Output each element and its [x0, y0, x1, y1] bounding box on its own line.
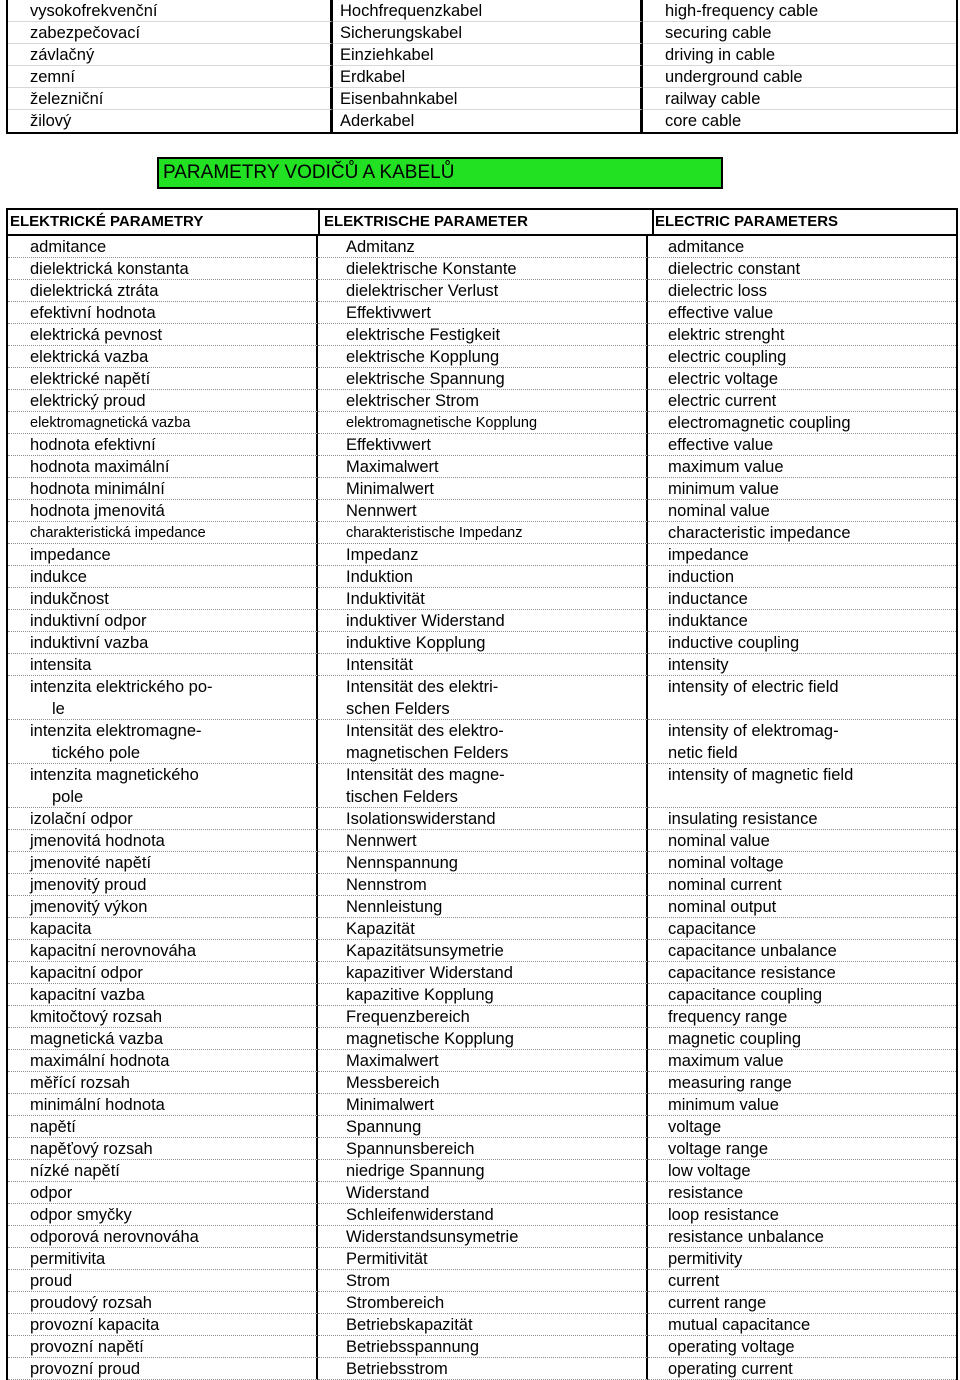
cell-english: underground cable [643, 66, 956, 88]
cell-german: Messbereich [318, 1072, 648, 1094]
table-header [8, 210, 956, 236]
cell-english: driving in cable [643, 44, 956, 66]
cell-german: elektrische Kopplung [318, 346, 648, 368]
cell-czech: jmenovitý výkon [8, 896, 318, 918]
cell-english: resistance [648, 1182, 956, 1204]
cell-english: nominal value [648, 500, 956, 522]
table-row [8, 1160, 956, 1182]
cell-czech: železniční [8, 88, 333, 110]
table-body [8, 236, 956, 1380]
cell-german: elektrischer Strom [318, 390, 648, 412]
cell-german: Aderkabel [333, 110, 643, 132]
table-row [8, 522, 956, 544]
cell-german: Intensität des elektro- magnetischen Felders [318, 720, 648, 764]
cell-german: Admitanz [318, 236, 648, 258]
cell-german: dielektrische Konstante [318, 258, 648, 280]
table-row [8, 764, 956, 808]
cell-czech: minimální hodnota [8, 1094, 318, 1116]
cell-czech: hodnota jmenovitá [8, 500, 318, 522]
table-row [8, 1204, 956, 1226]
cell-german: Sicherungskabel [333, 22, 643, 44]
section-title: PARAMETRY VODIČŮ A KABELŮ [157, 157, 723, 189]
table-row [8, 280, 956, 302]
cell-english: mutual capacitance [648, 1314, 956, 1336]
cell-german: Effektivwert [318, 434, 648, 456]
cell-czech: provozní proud [8, 1358, 318, 1380]
cell-english: electromagnetic coupling [648, 412, 956, 434]
cell-german: Strom [318, 1270, 648, 1292]
cell-czech: jmenovitý proud [8, 874, 318, 896]
cell-german: induktiver Widerstand [318, 610, 648, 632]
cell-english: maximum value [648, 456, 956, 478]
cell-czech: zemní [8, 66, 333, 88]
cell-czech: vysokofrekvenční [8, 0, 333, 22]
header-english: ELECTRIC PARAMETERS [655, 213, 839, 230]
table-row [8, 110, 956, 132]
cell-german: kapazitive Kopplung [318, 984, 648, 1006]
cell-german: Kapazität [318, 918, 648, 940]
cell-czech: indukčnost [8, 588, 318, 610]
cable-types-table [6, 0, 958, 134]
cell-czech: kmitočtový rozsah [8, 1006, 318, 1028]
header-czech: ELEKTRICKÉ PARAMETRY [8, 210, 320, 234]
cell-german: kapazitiver Widerstand [318, 962, 648, 984]
cell-czech: elektrická pevnost [8, 324, 318, 346]
table-row [8, 88, 956, 110]
cell-german: Nennleistung [318, 896, 648, 918]
cell-czech: hodnota minimální [8, 478, 318, 500]
table-row [8, 610, 956, 632]
table-row [8, 1050, 956, 1072]
electric-parameters-table [6, 208, 958, 1380]
table-row [8, 1182, 956, 1204]
table-row [8, 346, 956, 368]
table-row [8, 1248, 956, 1270]
cell-german: Strombereich [318, 1292, 648, 1314]
cell-english: operating voltage [648, 1336, 956, 1358]
cell-english: impedance [648, 544, 956, 566]
cell-english: characteristic impedance [648, 522, 956, 544]
table-row [8, 720, 956, 764]
table-row [8, 44, 956, 66]
cell-english: minimum value [648, 478, 956, 500]
cell-czech: elektrický proud [8, 390, 318, 412]
cell-german: Maximalwert [318, 1050, 648, 1072]
table-row [8, 874, 956, 896]
cell-czech: kapacitní odpor [8, 962, 318, 984]
table-row [8, 324, 956, 346]
cell-german: elektrische Festigkeit [318, 324, 648, 346]
cell-czech: induktivní vazba [8, 632, 318, 654]
cell-german: induktive Kopplung [318, 632, 648, 654]
cell-english: current [648, 1270, 956, 1292]
cell-english: minimum value [648, 1094, 956, 1116]
table-row [8, 962, 956, 984]
cell-english: intensity of electric field [648, 676, 956, 720]
table-row [8, 896, 956, 918]
table-row [8, 368, 956, 390]
cell-german: Isolationswiderstand [318, 808, 648, 830]
cell-czech: měřící rozsah [8, 1072, 318, 1094]
cell-english: inductive coupling [648, 632, 956, 654]
cell-german: magnetische Kopplung [318, 1028, 648, 1050]
cell-czech: nízké napětí [8, 1160, 318, 1182]
cell-german: Widerstandsunsymetrie [318, 1226, 648, 1248]
cell-german: Spannung [318, 1116, 648, 1138]
cell-english: resistance unbalance [648, 1226, 956, 1248]
table-row [8, 1292, 956, 1314]
cell-english: effective value [648, 302, 956, 324]
cell-czech: elektromagnetická vazba [8, 412, 318, 434]
cell-german: Nennspannung [318, 852, 648, 874]
cell-czech: proudový rozsah [8, 1292, 318, 1314]
cell-czech: intenzita elektrického po- le [8, 676, 318, 720]
cell-czech: admitance [8, 236, 318, 258]
cell-german: Nennwert [318, 830, 648, 852]
cell-czech: permitivita [8, 1248, 318, 1270]
table-row [8, 258, 956, 280]
cell-czech: provozní napětí [8, 1336, 318, 1358]
cell-english: measuring range [648, 1072, 956, 1094]
cell-german: Spannunsbereich [318, 1138, 648, 1160]
table-row [8, 830, 956, 852]
cell-english: maximum value [648, 1050, 956, 1072]
table-row [8, 1138, 956, 1160]
table-row [8, 1226, 956, 1248]
table-row [8, 1336, 956, 1358]
cell-english: admitance [648, 236, 956, 258]
cell-czech: odporová nerovnováha [8, 1226, 318, 1248]
cell-czech: dielektrická ztráta [8, 280, 318, 302]
cell-english: operating current [648, 1358, 956, 1380]
cell-czech: žilový [8, 110, 333, 132]
cell-english: dielectric constant [648, 258, 956, 280]
header-german: ELEKTRISCHE PARAMETER [320, 210, 654, 234]
table-row [8, 0, 956, 22]
cell-english: electric coupling [648, 346, 956, 368]
table-row [8, 456, 956, 478]
table-row [8, 544, 956, 566]
table-row [8, 1072, 956, 1094]
cell-czech: efektivní hodnota [8, 302, 318, 324]
cell-czech: intenzita elektromagne- tického pole [8, 720, 318, 764]
cell-english: nominal output [648, 896, 956, 918]
table-row [8, 434, 956, 456]
cell-english: low voltage [648, 1160, 956, 1182]
cell-czech: kapacitní nerovnováha [8, 940, 318, 962]
cell-czech: elektrická vazba [8, 346, 318, 368]
table-row [8, 390, 956, 412]
cell-english: capacitance unbalance [648, 940, 956, 962]
cell-czech: jmenovité napětí [8, 852, 318, 874]
table-row [8, 236, 956, 258]
cell-german: Einziehkabel [333, 44, 643, 66]
table-row [8, 676, 956, 720]
cell-german: Effektivwert [318, 302, 648, 324]
cell-german: Impedanz [318, 544, 648, 566]
cell-english: electric voltage [648, 368, 956, 390]
cell-english: insulating resistance [648, 808, 956, 830]
cell-czech: izolační odpor [8, 808, 318, 830]
table-row [8, 984, 956, 1006]
cell-german: elektrische Spannung [318, 368, 648, 390]
cell-czech: charakteristická impedance [8, 522, 318, 544]
cell-german: Nennwert [318, 500, 648, 522]
cell-german: dielektrischer Verlust [318, 280, 648, 302]
cell-english: voltage [648, 1116, 956, 1138]
table-row [8, 808, 956, 830]
table-row [8, 654, 956, 676]
cell-english: core cable [665, 112, 742, 130]
cell-german: Intensität [318, 654, 648, 676]
table-row [8, 1270, 956, 1292]
cell-german: Kapazitätsunsymetrie [318, 940, 648, 962]
table-row [8, 66, 956, 88]
cell-english: elektric strenght [648, 324, 956, 346]
cell-german: Permitivität [318, 1248, 648, 1270]
table-row [8, 632, 956, 654]
cell-german: Betriebsstrom [318, 1358, 648, 1380]
cell-czech: kapacita [8, 918, 318, 940]
cell-czech: proud [8, 1270, 318, 1292]
cell-czech: napětí [8, 1116, 318, 1138]
cell-english: induktance [648, 610, 956, 632]
cell-english: capacitance resistance [648, 962, 956, 984]
cell-czech: kapacitní vazba [8, 984, 318, 1006]
cell-english: frequency range [648, 1006, 956, 1028]
cell-english: intensity [648, 654, 956, 676]
cell-german: Schleifenwiderstand [318, 1204, 648, 1226]
cell-german: Erdkabel [333, 66, 643, 88]
table-row [8, 1116, 956, 1138]
cell-german: Frequenzbereich [318, 1006, 648, 1028]
cell-czech: odpor smyčky [8, 1204, 318, 1226]
cell-czech: provozní kapacita [8, 1314, 318, 1336]
cell-czech: intensita [8, 654, 318, 676]
cell-czech: maximální hodnota [8, 1050, 318, 1072]
table-row [8, 1028, 956, 1050]
cell-czech: hodnota efektivní [8, 434, 318, 456]
table-row [8, 478, 956, 500]
cell-german: Maximalwert [318, 456, 648, 478]
cell-czech: impedance [8, 544, 318, 566]
cell-english: voltage range [648, 1138, 956, 1160]
table-row [8, 500, 956, 522]
cell-czech: napěťový rozsah [8, 1138, 318, 1160]
table-row [8, 1358, 956, 1380]
cell-german: Induktivität [318, 588, 648, 610]
cell-english: intensity of elektromag- netic field [648, 720, 956, 764]
cell-english: loop resistance [648, 1204, 956, 1226]
cell-czech: elektrické napětí [8, 368, 318, 390]
cell-czech: hodnota maximální [8, 456, 318, 478]
cell-czech: zabezpečovací [8, 22, 333, 44]
table-row [8, 566, 956, 588]
cell-czech: dielektrická konstanta [8, 258, 318, 280]
cell-english: nominal voltage [648, 852, 956, 874]
cell-english: magnetic coupling [648, 1028, 956, 1050]
cell-english: current range [648, 1292, 956, 1314]
cell-czech: indukce [8, 566, 318, 588]
cell-german: Minimalwert [318, 1094, 648, 1116]
table-row [8, 1006, 956, 1028]
cell-german: Intensität des elektri- schen Felders [318, 676, 648, 720]
cell-english: nominal value [648, 830, 956, 852]
cell-czech: odpor [8, 1182, 318, 1204]
cell-german: Betriebskapazität [318, 1314, 648, 1336]
cell-german: niedrige Spannung [318, 1160, 648, 1182]
cell-english: effective value [648, 434, 956, 456]
cell-english: dielectric loss [648, 280, 956, 302]
cell-english: intensity of magnetic field [648, 764, 956, 808]
cell-english: capacitance [648, 918, 956, 940]
table-row [8, 1094, 956, 1116]
cell-english: electric current [648, 390, 956, 412]
cell-german: charakteristische Impedanz [318, 522, 648, 544]
cell-german: Intensität des magne- tischen Felders [318, 764, 648, 808]
cell-czech: induktivní odpor [8, 610, 318, 632]
table-row [8, 22, 956, 44]
cell-german: Induktion [318, 566, 648, 588]
cell-german: Betriebsspannung [318, 1336, 648, 1358]
cell-german: elektromagnetische Kopplung [318, 412, 648, 434]
cell-czech: závlačný [8, 44, 333, 66]
cell-german: Nennstrom [318, 874, 648, 896]
cell-german: Hochfrequenzkabel [333, 0, 643, 22]
table-row [8, 918, 956, 940]
cell-german: Eisenbahnkabel [333, 88, 643, 110]
cell-czech: magnetická vazba [8, 1028, 318, 1050]
table-row [8, 412, 956, 434]
cell-english: induction [648, 566, 956, 588]
table-row [8, 940, 956, 962]
cell-czech: intenzita magnetického pole [8, 764, 318, 808]
cell-english: railway cable [643, 88, 956, 110]
cell-english: capacitance coupling [648, 984, 956, 1006]
table-row [8, 852, 956, 874]
table-row [8, 302, 956, 324]
cell-german: Minimalwert [318, 478, 648, 500]
table-row [8, 588, 956, 610]
cell-german: Widerstand [318, 1182, 648, 1204]
cell-english: high-frequency cable [643, 0, 956, 22]
cell-czech: jmenovitá hodnota [8, 830, 318, 852]
cell-english: permitivity [648, 1248, 956, 1270]
cell-english: securing cable [643, 22, 956, 44]
cell-english: nominal current [648, 874, 956, 896]
table-row [8, 1314, 956, 1336]
cell-english: inductance [648, 588, 956, 610]
